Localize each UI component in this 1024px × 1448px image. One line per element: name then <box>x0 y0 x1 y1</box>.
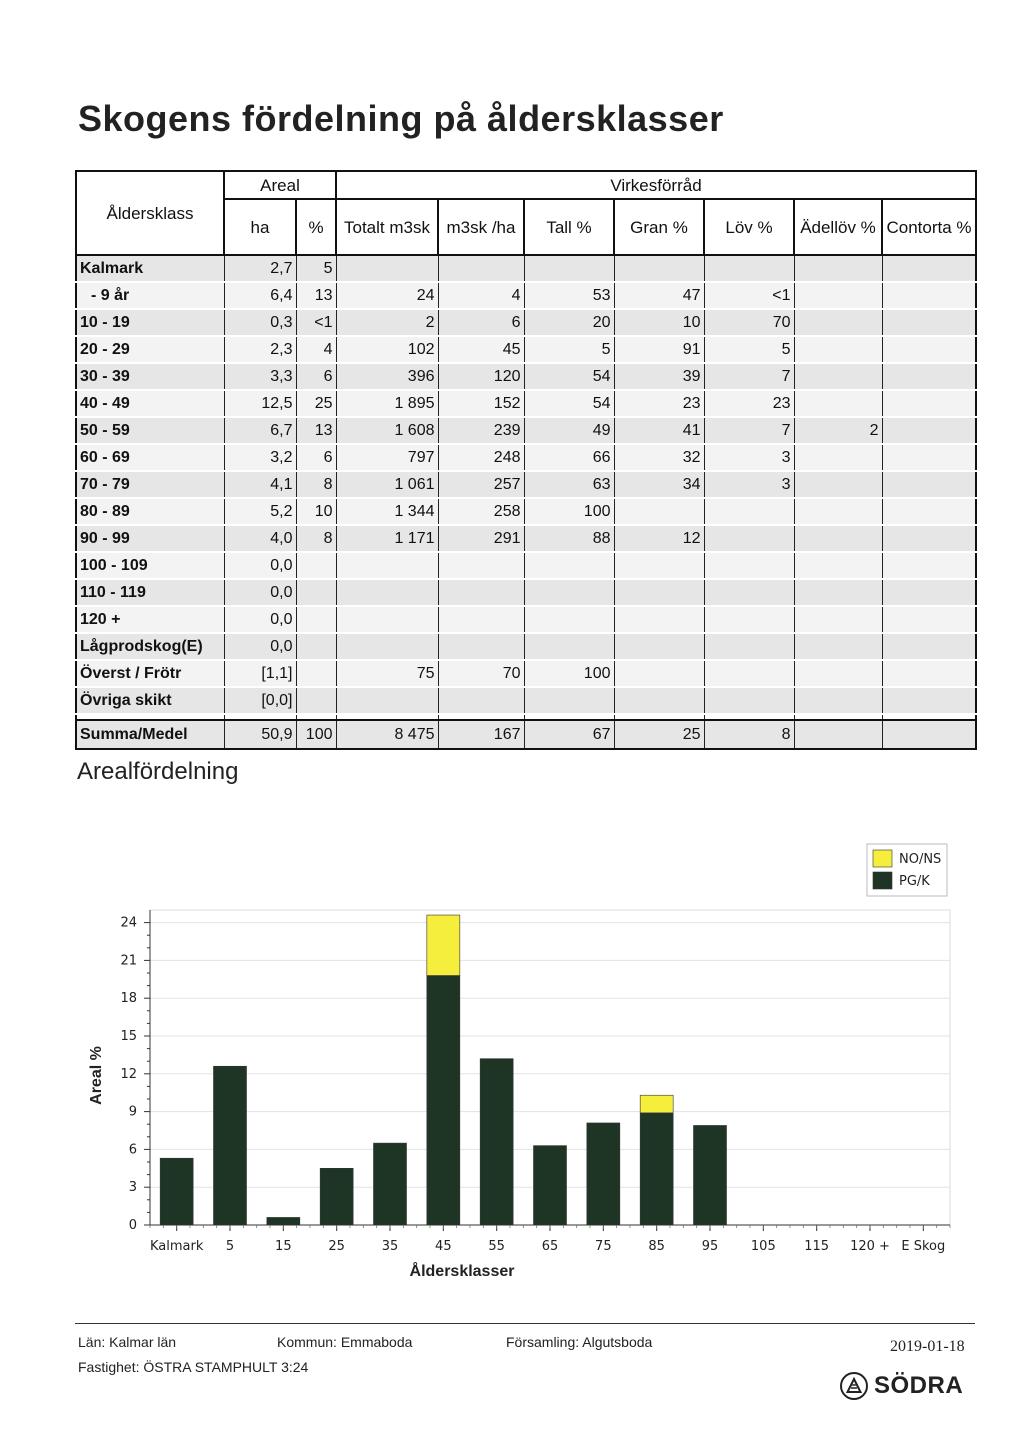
cell-age-class: Övriga skikt <box>76 687 224 714</box>
cell-lov-pct: 7 <box>704 363 794 390</box>
bar-pg-k <box>267 1217 300 1225</box>
bar-pg-k <box>320 1168 353 1225</box>
footer-kommun-value: Emmaboda <box>340 1334 413 1350</box>
cell-gran-pct: 10 <box>614 309 704 336</box>
cell-tall-pct <box>524 606 614 633</box>
cell-adellov-pct <box>794 444 882 471</box>
cell-areal-pct: 25 <box>296 390 336 417</box>
cell-age-class: 120 + <box>76 606 224 633</box>
sodra-logo-text: SÖDRA <box>874 1372 964 1399</box>
footer-forsamling <box>506 1334 652 1350</box>
cell-gran-pct <box>614 687 704 714</box>
table-row <box>76 606 976 633</box>
cell-areal-ha: 12,5 <box>224 390 296 417</box>
cell-totalt-m3sk: 1 895 <box>336 390 438 417</box>
cell-gran-pct: 47 <box>614 282 704 309</box>
cell-age-class: 60 - 69 <box>76 444 224 471</box>
cell-totalt-m3sk: 1 061 <box>336 471 438 498</box>
cell-adellov-pct <box>794 633 882 660</box>
footer-lan-label: Län: <box>78 1334 106 1350</box>
cell-totalt-m3sk: 24 <box>336 282 438 309</box>
cell-totalt-m3sk: 797 <box>336 444 438 471</box>
areal-chart <box>0 830 1024 1300</box>
cell-tall-pct: 5 <box>524 336 614 363</box>
cell-adellov-pct <box>794 471 882 498</box>
cell-contorta-pct <box>882 687 976 714</box>
table-row <box>76 471 976 498</box>
cell-adellov-pct <box>794 525 882 552</box>
cell-areal-pct <box>296 687 336 714</box>
legend-label: NO/NS <box>899 852 942 867</box>
cell-gran-pct <box>614 606 704 633</box>
header-gran: Gran % <box>614 199 704 255</box>
table-row <box>76 525 976 552</box>
cell-m3sk-per-ha: 45 <box>438 336 524 363</box>
y-tick-label: 24 <box>120 915 137 931</box>
table-row <box>76 579 976 606</box>
cell-adellov-pct <box>794 255 882 282</box>
sodra-logo <box>840 1372 963 1400</box>
cell-contorta-pct <box>882 282 976 309</box>
header-tall: Tall % <box>524 199 614 255</box>
footer-kommun-label: Kommun: <box>277 1334 337 1350</box>
cell-contorta-pct <box>882 309 976 336</box>
cell-gran-pct <box>614 498 704 525</box>
cell-age-class: Överst / Frötr <box>76 660 224 687</box>
cell-areal-pct: 10 <box>296 498 336 525</box>
cell-areal-ha: [0,0] <box>224 687 296 714</box>
cell-areal-ha: 5,2 <box>224 498 296 525</box>
cell-age-class: 70 - 79 <box>76 471 224 498</box>
y-tick-label: 3 <box>128 1180 137 1196</box>
cell-gran-pct: 34 <box>614 471 704 498</box>
cell-areal-ha: 0,0 <box>224 606 296 633</box>
section-title: Arealfördelning <box>77 758 239 785</box>
cell-gran-pct: 39 <box>614 363 704 390</box>
cell-tall-pct <box>524 579 614 606</box>
cell-tall-pct: 66 <box>524 444 614 471</box>
cell-adellov-pct <box>794 579 882 606</box>
x-tick-label: 55 <box>488 1239 505 1254</box>
cell-age-class: 90 - 99 <box>76 525 224 552</box>
cell-tall-pct: 100 <box>524 660 614 687</box>
cell-tall-pct: 88 <box>524 525 614 552</box>
cell-areal-pct: 5 <box>296 255 336 282</box>
table-row <box>76 309 976 336</box>
summary-adellov-pct <box>794 720 882 749</box>
page-title: Skogens fördelning på åldersklasser <box>78 98 724 139</box>
table-row <box>76 633 976 660</box>
cell-m3sk-per-ha: 6 <box>438 309 524 336</box>
cell-areal-ha: 0,3 <box>224 309 296 336</box>
bar-pg-k <box>427 976 460 1225</box>
legend-label: PG/K <box>899 874 930 889</box>
cell-m3sk-per-ha <box>438 687 524 714</box>
cell-areal-ha: 6,4 <box>224 282 296 309</box>
cell-adellov-pct <box>794 606 882 633</box>
legend-swatch <box>873 850 892 867</box>
cell-adellov-pct <box>794 282 882 309</box>
cell-lov-pct: <1 <box>704 282 794 309</box>
cell-age-class: 10 - 19 <box>76 309 224 336</box>
sodra-logo-icon <box>840 1372 868 1400</box>
cell-m3sk-per-ha: 239 <box>438 417 524 444</box>
summary-age-class: Summa/Medel <box>76 720 224 749</box>
cell-age-class: 40 - 49 <box>76 390 224 417</box>
cell-m3sk-per-ha: 70 <box>438 660 524 687</box>
cell-lov-pct: 7 <box>704 417 794 444</box>
table-row <box>76 687 976 714</box>
summary-totalt-m3sk: 8 475 <box>336 720 438 749</box>
age-class-table-wrapper <box>75 170 975 750</box>
footer-fastighet <box>78 1359 308 1375</box>
header-contorta: Contorta % <box>882 199 976 255</box>
summary-row <box>76 720 976 749</box>
cell-adellov-pct <box>794 660 882 687</box>
footer-fastighet-label: Fastighet: <box>78 1359 140 1375</box>
table-row <box>76 417 976 444</box>
cell-contorta-pct <box>882 579 976 606</box>
cell-age-class: - 9 år <box>76 282 224 309</box>
y-tick-label: 15 <box>120 1029 137 1044</box>
cell-areal-pct <box>296 606 336 633</box>
cell-tall-pct <box>524 687 614 714</box>
cell-areal-ha: 0,0 <box>224 633 296 660</box>
cell-areal-pct <box>296 579 336 606</box>
header-age-class: Åldersklass <box>76 171 224 255</box>
cell-adellov-pct <box>794 390 882 417</box>
y-tick-label: 9 <box>128 1104 137 1120</box>
bar-pg-k <box>587 1123 620 1225</box>
cell-lov-pct <box>704 525 794 552</box>
cell-lov-pct <box>704 498 794 525</box>
cell-gran-pct: 41 <box>614 417 704 444</box>
cell-m3sk-per-ha: 248 <box>438 444 524 471</box>
table-row <box>76 552 976 579</box>
cell-areal-pct: 8 <box>296 471 336 498</box>
cell-m3sk-per-ha <box>438 255 524 282</box>
cell-contorta-pct <box>882 525 976 552</box>
cell-age-class: 110 - 119 <box>76 579 224 606</box>
summary-tall-pct: 67 <box>524 720 614 749</box>
cell-totalt-m3sk <box>336 687 438 714</box>
x-tick-label: 120 + <box>850 1239 890 1254</box>
table-row <box>76 444 976 471</box>
cell-areal-pct <box>296 633 336 660</box>
x-tick-label: 45 <box>435 1239 452 1254</box>
cell-adellov-pct <box>794 687 882 714</box>
legend-swatch <box>873 872 892 889</box>
cell-areal-ha: 0,0 <box>224 552 296 579</box>
cell-gran-pct <box>614 255 704 282</box>
age-class-table <box>75 170 977 750</box>
x-tick-label: 105 <box>750 1239 776 1254</box>
cell-totalt-m3sk: 1 608 <box>336 417 438 444</box>
table-row <box>76 660 976 687</box>
bar-pg-k <box>694 1125 727 1225</box>
cell-adellov-pct <box>794 498 882 525</box>
cell-totalt-m3sk <box>336 579 438 606</box>
cell-lov-pct <box>704 255 794 282</box>
cell-lov-pct <box>704 633 794 660</box>
summary-areal-ha: 50,9 <box>224 720 296 749</box>
x-tick-label: 25 <box>328 1239 345 1254</box>
cell-totalt-m3sk: 2 <box>336 309 438 336</box>
bar-no-ns <box>427 915 460 975</box>
cell-lov-pct <box>704 552 794 579</box>
header-totalt: Totalt m3sk <box>336 199 438 255</box>
cell-areal-ha: 4,1 <box>224 471 296 498</box>
y-tick-label: 0 <box>128 1218 137 1233</box>
cell-tall-pct: 100 <box>524 498 614 525</box>
cell-gran-pct: 91 <box>614 336 704 363</box>
cell-age-class: 20 - 29 <box>76 336 224 363</box>
cell-age-class: Lågprodskog(E) <box>76 633 224 660</box>
cell-lov-pct: 70 <box>704 309 794 336</box>
cell-contorta-pct <box>882 444 976 471</box>
cell-lov-pct: 5 <box>704 336 794 363</box>
cell-contorta-pct <box>882 498 976 525</box>
footer-divider <box>75 1323 975 1324</box>
y-tick-label: 21 <box>120 953 137 969</box>
bar-pg-k <box>534 1146 567 1225</box>
cell-tall-pct <box>524 633 614 660</box>
cell-contorta-pct <box>882 390 976 417</box>
cell-tall-pct: 20 <box>524 309 614 336</box>
cell-areal-ha: 0,0 <box>224 579 296 606</box>
cell-areal-ha: 4,0 <box>224 525 296 552</box>
cell-lov-pct: 23 <box>704 390 794 417</box>
x-tick-label: 95 <box>701 1239 719 1254</box>
cell-areal-ha: 2,3 <box>224 336 296 363</box>
cell-contorta-pct <box>882 633 976 660</box>
cell-gran-pct: 12 <box>614 525 704 552</box>
cell-lov-pct <box>704 579 794 606</box>
cell-totalt-m3sk: 102 <box>336 336 438 363</box>
footer-lan-value: Kalmar län <box>109 1334 177 1350</box>
bar-pg-k <box>160 1158 193 1225</box>
cell-areal-ha: 6,7 <box>224 417 296 444</box>
cell-lov-pct <box>704 687 794 714</box>
cell-contorta-pct <box>882 471 976 498</box>
cell-areal-pct <box>296 660 336 687</box>
cell-m3sk-per-ha <box>438 633 524 660</box>
cell-contorta-pct <box>882 255 976 282</box>
x-tick-label: Kalmark <box>149 1239 204 1254</box>
cell-lov-pct <box>704 660 794 687</box>
y-tick-label: 6 <box>128 1142 137 1158</box>
x-tick-label: 85 <box>648 1239 665 1254</box>
summary-lov-pct: 8 <box>704 720 794 749</box>
x-axis-title: Åldersklasser <box>409 1263 515 1280</box>
cell-adellov-pct <box>794 552 882 579</box>
cell-adellov-pct <box>794 363 882 390</box>
cell-tall-pct: 53 <box>524 282 614 309</box>
cell-totalt-m3sk: 1 344 <box>336 498 438 525</box>
cell-m3sk-per-ha <box>438 606 524 633</box>
table-body <box>76 255 976 749</box>
footer-fastighet-value: ÖSTRA STAMPHULT 3:24 <box>143 1359 309 1375</box>
cell-m3sk-per-ha <box>438 579 524 606</box>
cell-m3sk-per-ha: 258 <box>438 498 524 525</box>
cell-totalt-m3sk <box>336 633 438 660</box>
y-tick-label: 12 <box>120 1066 137 1082</box>
cell-tall-pct: 54 <box>524 390 614 417</box>
summary-gran-pct: 25 <box>614 720 704 749</box>
bar-pg-k <box>214 1066 247 1225</box>
table-row <box>76 390 976 417</box>
cell-areal-pct: 6 <box>296 363 336 390</box>
cell-adellov-pct <box>794 309 882 336</box>
cell-areal-ha: [1,1] <box>224 660 296 687</box>
x-tick-label: 35 <box>381 1239 399 1254</box>
cell-totalt-m3sk: 1 171 <box>336 525 438 552</box>
cell-totalt-m3sk <box>336 552 438 579</box>
bar-no-ns <box>640 1095 673 1113</box>
bar-pg-k <box>640 1113 673 1225</box>
x-tick-label: 115 <box>804 1239 830 1254</box>
footer-forsamling-label: Församling: <box>506 1334 580 1350</box>
cell-areal-ha: 3,3 <box>224 363 296 390</box>
summary-contorta-pct <box>882 720 976 749</box>
bar-pg-k <box>374 1143 407 1225</box>
cell-lov-pct <box>704 606 794 633</box>
footer-date: 2019-01-18 <box>890 1338 965 1355</box>
cell-gran-pct <box>614 579 704 606</box>
cell-lov-pct: 3 <box>704 444 794 471</box>
cell-areal-pct <box>296 552 336 579</box>
cell-adellov-pct <box>794 336 882 363</box>
cell-m3sk-per-ha <box>438 552 524 579</box>
cell-areal-ha: 3,2 <box>224 444 296 471</box>
cell-gran-pct <box>614 660 704 687</box>
header-ha: ha <box>224 199 296 255</box>
table-row <box>76 282 976 309</box>
cell-totalt-m3sk <box>336 255 438 282</box>
cell-lov-pct: 3 <box>704 471 794 498</box>
table-row <box>76 498 976 525</box>
cell-contorta-pct <box>882 417 976 444</box>
cell-areal-pct: 6 <box>296 444 336 471</box>
cell-contorta-pct <box>882 606 976 633</box>
cell-areal-pct: 13 <box>296 282 336 309</box>
x-tick-label: 75 <box>595 1239 612 1254</box>
footer-lan <box>78 1334 176 1350</box>
cell-tall-pct: 49 <box>524 417 614 444</box>
header-m3sk-ha: m3sk /ha <box>438 199 524 255</box>
footer-forsamling-value: Algutsboda <box>582 1334 653 1350</box>
cell-age-class: 30 - 39 <box>76 363 224 390</box>
x-tick-label: E Skog <box>901 1239 946 1254</box>
header-virkesforrad: Virkesförråd <box>336 171 976 199</box>
cell-contorta-pct <box>882 660 976 687</box>
header-adellov: Ädellöv % <box>794 199 882 255</box>
table-row <box>76 255 976 282</box>
y-axis-title: Areal % <box>88 1046 105 1105</box>
cell-m3sk-per-ha: 120 <box>438 363 524 390</box>
bar-pg-k <box>480 1059 513 1225</box>
cell-totalt-m3sk: 75 <box>336 660 438 687</box>
cell-m3sk-per-ha: 152 <box>438 390 524 417</box>
cell-contorta-pct <box>882 552 976 579</box>
table-row <box>76 363 976 390</box>
cell-tall-pct <box>524 552 614 579</box>
cell-totalt-m3sk <box>336 606 438 633</box>
header-areal: Areal <box>224 171 336 199</box>
summary-areal-pct: 100 <box>296 720 336 749</box>
cell-totalt-m3sk: 396 <box>336 363 438 390</box>
cell-tall-pct: 63 <box>524 471 614 498</box>
cell-gran-pct <box>614 633 704 660</box>
cell-m3sk-per-ha: 291 <box>438 525 524 552</box>
cell-adellov-pct: 2 <box>794 417 882 444</box>
cell-areal-pct: 4 <box>296 336 336 363</box>
y-tick-label: 18 <box>120 991 137 1007</box>
cell-contorta-pct <box>882 363 976 390</box>
cell-m3sk-per-ha: 4 <box>438 282 524 309</box>
cell-gran-pct: 23 <box>614 390 704 417</box>
cell-tall-pct: 54 <box>524 363 614 390</box>
header-lov: Löv % <box>704 199 794 255</box>
cell-gran-pct: 32 <box>614 444 704 471</box>
cell-tall-pct <box>524 255 614 282</box>
x-tick-label: 15 <box>275 1239 292 1254</box>
x-tick-label: 5 <box>225 1239 235 1254</box>
cell-areal-ha: 2,7 <box>224 255 296 282</box>
cell-age-class: 80 - 89 <box>76 498 224 525</box>
cell-gran-pct <box>614 552 704 579</box>
x-tick-label: 65 <box>541 1239 559 1254</box>
cell-areal-pct: <1 <box>296 309 336 336</box>
cell-age-class: 50 - 59 <box>76 417 224 444</box>
cell-areal-pct: 13 <box>296 417 336 444</box>
cell-age-class: 100 - 109 <box>76 552 224 579</box>
cell-m3sk-per-ha: 257 <box>438 471 524 498</box>
summary-m3sk-per-ha: 167 <box>438 720 524 749</box>
header-pct: % <box>296 199 336 255</box>
cell-areal-pct: 8 <box>296 525 336 552</box>
table-row <box>76 336 976 363</box>
cell-contorta-pct <box>882 336 976 363</box>
footer-kommun <box>277 1334 412 1350</box>
cell-age-class: Kalmark <box>76 255 224 282</box>
